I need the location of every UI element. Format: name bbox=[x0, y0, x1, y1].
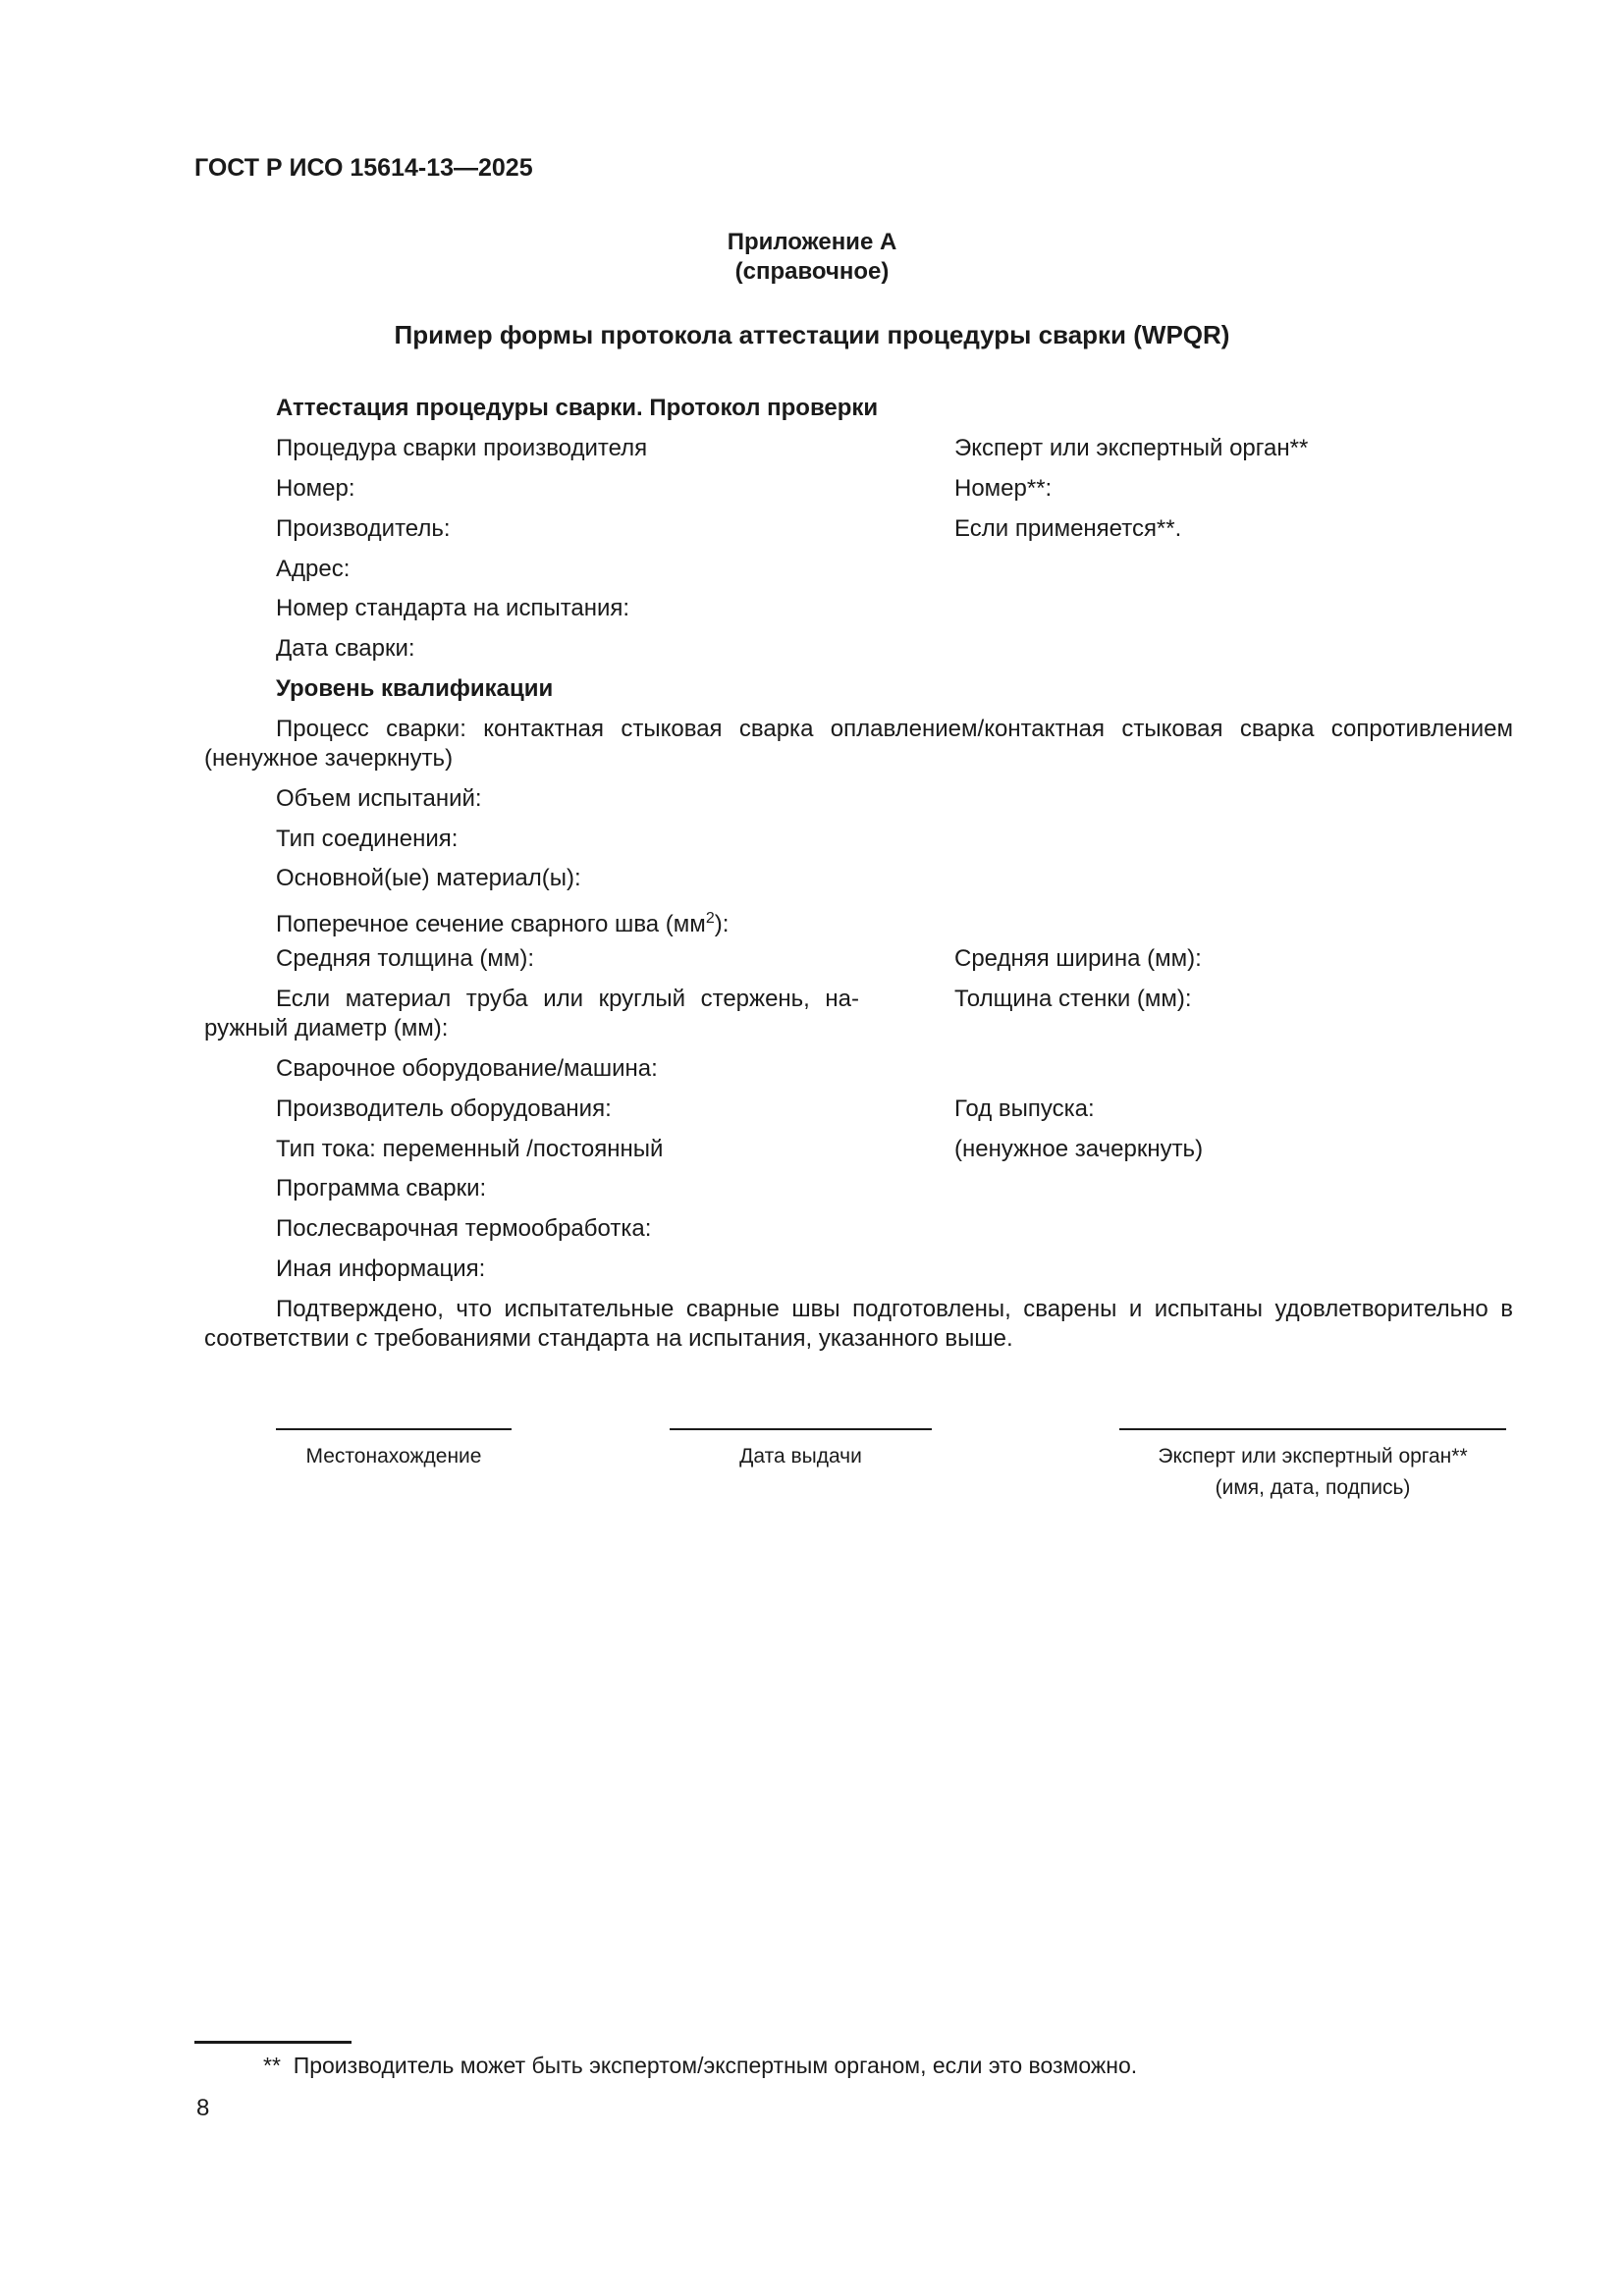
form-section-title: Аттестация процедуры сварки. Протокол проверки bbox=[276, 395, 879, 421]
expert-caption: Эксперт или экспертный орган** bbox=[1158, 1445, 1468, 1468]
expert-caption-sub: (имя, дата, подпись) bbox=[1215, 1476, 1411, 1499]
welding-program-label: Программа сварки: bbox=[276, 1175, 487, 1201]
page-number: 8 bbox=[196, 2095, 210, 2121]
document-id: ГОСТ Р ИСО 15614-13—2025 bbox=[194, 154, 533, 182]
cross-section-sup: 2 bbox=[705, 910, 715, 927]
footnote-text: Производитель может быть экспертом/экспертным органом, если это возможно. bbox=[293, 2053, 1138, 2078]
appendix-heading: Пример формы протокола аттестации процедуры сварки (WPQR) bbox=[394, 320, 1230, 349]
pipe-diameter-line2: ружный диаметр (мм): bbox=[204, 1015, 449, 1041]
appendix-title: Приложение А bbox=[727, 229, 897, 255]
confirmation-line1: Подтверждено, что испытательные сварные швы подготовлены, сварены и испытаны удовлетворительно в bbox=[276, 1296, 1513, 1322]
address-label: Адрес: bbox=[276, 556, 351, 582]
cross-section-end: ): bbox=[714, 911, 730, 937]
qualification-level-title: Уровень квалификации bbox=[276, 675, 554, 702]
number-label: Номер: bbox=[276, 475, 355, 502]
manufacturer-label: Производитель: bbox=[276, 515, 451, 542]
expert-signature-line bbox=[1119, 1428, 1506, 1430]
if-applicable-label: Если применяется**. bbox=[954, 515, 1182, 542]
welding-equipment-label: Сварочное оборудование/машина: bbox=[276, 1055, 658, 1082]
weld-date-label: Дата сварки: bbox=[276, 635, 415, 662]
footnote-marker: ** bbox=[263, 2053, 281, 2078]
expert-number-label: Номер**: bbox=[954, 475, 1053, 502]
location-caption: Местонахождение bbox=[305, 1445, 482, 1468]
welding-process-line2: (ненужное зачеркнуть) bbox=[204, 745, 454, 772]
wall-thickness-label: Толщина стенки (мм): bbox=[954, 986, 1192, 1012]
avg-width-label: Средняя ширина (мм): bbox=[954, 945, 1202, 972]
test-standard-label: Номер стандарта на испытания: bbox=[276, 595, 630, 621]
issue-date-caption: Дата выдачи bbox=[739, 1445, 862, 1468]
strike-note-label: (ненужное зачеркнуть) bbox=[954, 1136, 1204, 1162]
post-heat-label: Послесварочная термообработка: bbox=[276, 1215, 652, 1242]
other-info-label: Иная информация: bbox=[276, 1255, 486, 1282]
joint-type-label: Тип соединения: bbox=[276, 826, 459, 852]
location-signature-line bbox=[276, 1428, 512, 1430]
current-type-label: Тип тока: переменный /постоянный bbox=[276, 1136, 664, 1162]
issue-date-signature-line bbox=[670, 1428, 932, 1430]
avg-thickness-label: Средняя толщина (мм): bbox=[276, 945, 535, 972]
equipment-manufacturer-label: Производитель оборудования: bbox=[276, 1095, 612, 1122]
pipe-diameter-line1: Если материал труба или круглый стержень, на- bbox=[276, 986, 859, 1012]
cross-section-label bbox=[276, 904, 729, 939]
appendix-subtitle: (справочное) bbox=[734, 258, 890, 285]
welding-process-line1: Процесс сварки: контактная стыковая сварка оплавлением/контактная стыковая сварка сопротивлением bbox=[276, 716, 1513, 742]
manufacturer-procedure-label: Процедура сварки производителя bbox=[276, 435, 648, 461]
base-material-label: Основной(ые) материал(ы): bbox=[276, 865, 581, 891]
confirmation-line2: соответствии с требованиями стандарта на испытания, указанного выше. bbox=[204, 1325, 1013, 1352]
footnote bbox=[263, 2053, 1137, 2079]
test-scope-label: Объем испытаний: bbox=[276, 785, 482, 812]
footnote-separator bbox=[194, 2041, 352, 2044]
year-label: Год выпуска: bbox=[954, 1095, 1095, 1122]
cross-section-text: Поперечное сечение сварного шва (мм bbox=[276, 911, 706, 937]
expert-body-label: Эксперт или экспертный орган** bbox=[954, 435, 1309, 461]
